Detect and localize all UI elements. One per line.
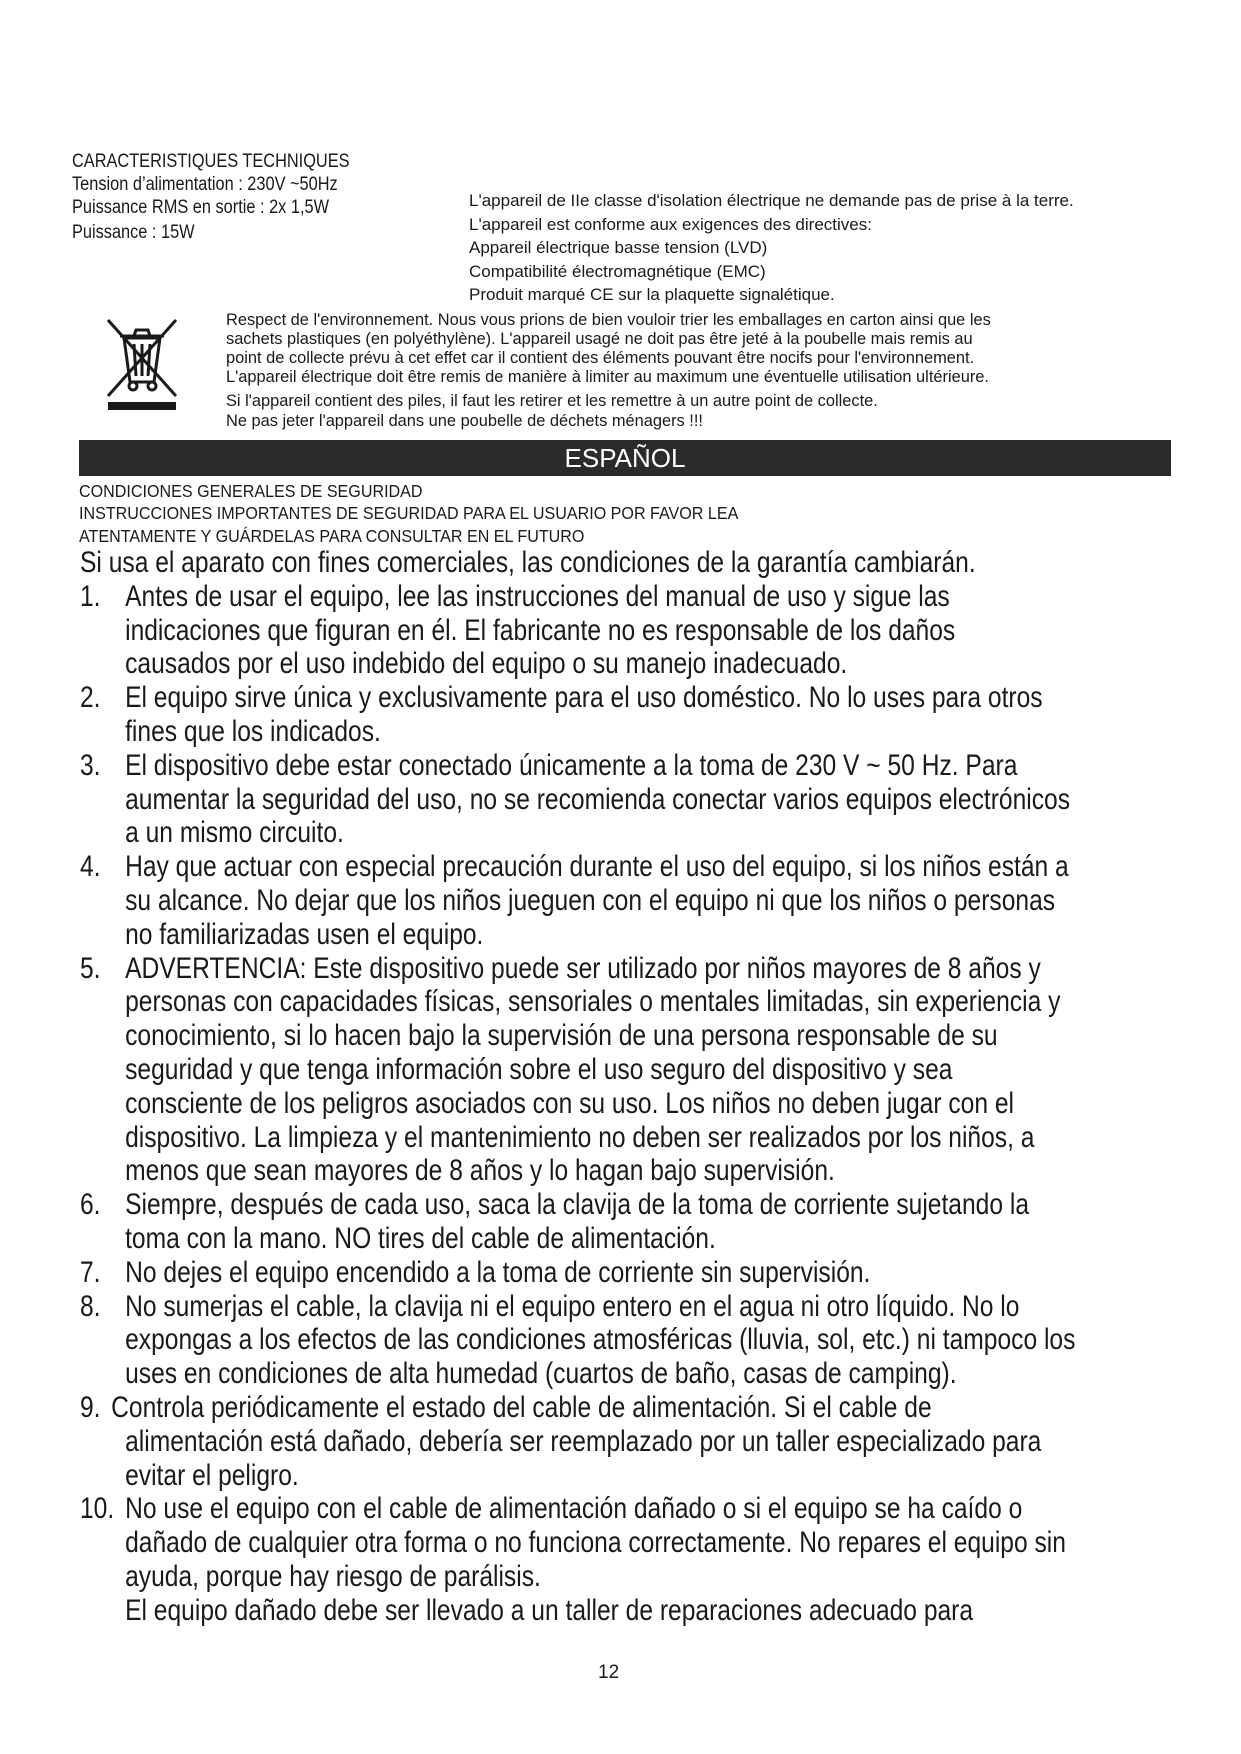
list-item: 2. El equipo sirve única y exclusivamente para el uso doméstico. No lo uses para otros [80, 681, 1043, 715]
conformity-line: Produit marqué CE sur la plaquette signalétique. [469, 285, 835, 304]
environment-line: Respect de l'environnement. Nous vous prions de bien vouloir trier les emballages en carton ainsi que les [226, 311, 991, 329]
list-item: 4. Hay que actuar con especial precaución durante el uso del equipo, si los niños están a [80, 850, 1069, 884]
list-item-line: consciente de los peligros asociados con su uso. Los niños no deben jugar con el [125, 1086, 1015, 1120]
item-number: 9. [80, 1390, 101, 1424]
list-item-line: fines que los indicados. [125, 714, 381, 748]
list-item-line: seguridad y que tenga información sobre el uso seguro del dispositivo y sea [125, 1052, 953, 1086]
list-item: 6. Siempre, después de cada uso, saca la clavija de la toma de corriente sujetando la [80, 1188, 1030, 1222]
item-number: 5. [80, 951, 101, 985]
list-item-line: uses en condiciones de alta humedad (cuartos de baño, casas de camping). [125, 1357, 957, 1391]
item-number: 8. [80, 1289, 101, 1323]
list-item: 3. El dispositivo debe estar conectado únicamente a la toma de 230 V ~ 50 Hz. Para [80, 748, 1018, 782]
spec-voltage: Tension d’alimentation : 230V ~50Hz [72, 174, 338, 195]
list-item-line: evitar el peligro. [125, 1458, 299, 1492]
list-item: 10. No use el equipo con el cable de alimentación dañado o si el equipo se ha caído o [80, 1492, 1023, 1526]
environment-line: Si l'appareil contient des piles, il faut les retirer et les remettre à un autre point de collecte. [226, 392, 878, 410]
item-number: 4. [80, 850, 101, 884]
list-item-line: no familiarizadas usen el equipo. [125, 917, 484, 951]
list-item-line: ayuda, porque hay riesgo de parálisis. [125, 1559, 541, 1593]
spec-power: Puissance : 15W [72, 222, 195, 243]
conditions-line: ATENTAMENTE Y GUÁRDELAS PARA CONSULTAR EN EL FUTURO [79, 526, 585, 546]
environment-line: L'appareil électrique doit être remis de manière à limiter au maximum une éventuelle utilisation ultérieure. [226, 368, 989, 386]
list-item: 9. Controla periódicamente el estado del cable de alimentación. Si el cable de [80, 1390, 932, 1424]
safety-instructions [80, 546, 1160, 1628]
list-item-line: a un mismo circuito. [125, 816, 344, 850]
environment-line: point de collecte prévu à cet effet car il contient des éléments pouvant être nocifs pour l'environnement. [226, 349, 975, 367]
list-item-line: conocimiento, si lo hacen bajo la supervisión de una persona responsable de su [125, 1019, 998, 1053]
specs-title: CARACTERISTIQUES TECHNIQUES [72, 151, 350, 172]
page-number: 12 [598, 1662, 620, 1683]
list-item-line: personas con capacidades físicas, sensoriales o mentales limitadas, sin experiencia y [125, 985, 1061, 1019]
weee-bin-icon [100, 310, 182, 410]
conditions-line: INSTRUCCIONES IMPORTANTES DE SEGURIDAD PARA EL USUARIO POR FAVOR LEA [79, 503, 739, 523]
intro-line: Si usa el aparato con fines comerciales, las condiciones de la garantía cambiarán. [80, 546, 976, 579]
item-number: 1. [80, 579, 101, 613]
item-number: 7. [80, 1255, 101, 1289]
environment-line: sachets plastiques (en polyéthylène). L'appareil usagé ne doit pas être jeté à la poubelle mais remis au [226, 330, 973, 348]
list-item-line: toma con la mano. NO tires del cable de alimentación. [125, 1221, 716, 1255]
list-item: 7. No dejes el equipo encendido a la toma de corriente sin supervisión. [80, 1255, 871, 1289]
list-item-line: expongas a los efectos de las condiciones atmosféricas (lluvia, sol, etc.) ni tampoco los [125, 1323, 1076, 1357]
item-number: 2. [80, 681, 101, 715]
list-item-line: indicaciones que figuran en él. El fabricante no es responsable de los daños [125, 613, 956, 647]
list-item-line: dispositivo. La limpieza y el mantenimiento no deben ser realizados por los niños, a [125, 1120, 1035, 1154]
spec-rms-power: Puissance RMS en sortie : 2x 1,5W [72, 197, 330, 218]
list-item: 8. No sumerjas el cable, la clavija ni el equipo entero en el agua ni otro líquido. No lo [80, 1289, 1020, 1323]
conformity-line: L'appareil de IIe classe d'isolation électrique ne demande pas de prise à la terre. [469, 191, 1074, 210]
conformity-line: Appareil électrique basse tension (LVD) [469, 238, 768, 257]
list-item-line: alimentación está dañado, debería ser reemplazado por un taller especializado para [125, 1424, 1042, 1458]
conformity-line: L'appareil est conforme aux exigences des directives: [469, 215, 872, 234]
list-item-line: aumentar la seguridad del uso, no se recomienda conectar varios equipos electrónicos [125, 782, 1071, 816]
list-item-line: causados por el uso indebido del equipo o su manejo inadecuado. [125, 647, 848, 681]
list-item: 1. Antes de usar el equipo, lee las instrucciones del manual de uso y sigue las [80, 579, 950, 613]
conditions-title: CONDICIONES GENERALES DE SEGURIDAD [79, 481, 423, 501]
list-item-line: menos que sean mayores de 8 años y lo hagan bajo supervisión. [125, 1154, 835, 1188]
list-item-line: El equipo dañado debe ser llevado a un taller de reparaciones adecuado para [125, 1593, 974, 1627]
list-item-line: su alcance. No dejar que los niños jueguen con el equipo ni que los niños o personas [125, 883, 1056, 917]
item-number: 10. [80, 1492, 115, 1526]
item-number: 6. [80, 1188, 101, 1222]
environment-line: Ne pas jeter l'appareil dans une poubelle de déchets ménagers !!! [226, 412, 703, 430]
item-number: 3. [80, 748, 101, 782]
conformity-line: Compatibilité électromagnétique (EMC) [469, 262, 766, 281]
section-title-banner: ESPAÑOL [79, 440, 1171, 476]
list-item-line: dañado de cualquier otra forma o no funciona correctamente. No repares el equipo sin [125, 1526, 1066, 1560]
list-item: 5. ADVERTENCIA: Este dispositivo puede ser utilizado por niños mayores de 8 años y [80, 951, 1041, 985]
